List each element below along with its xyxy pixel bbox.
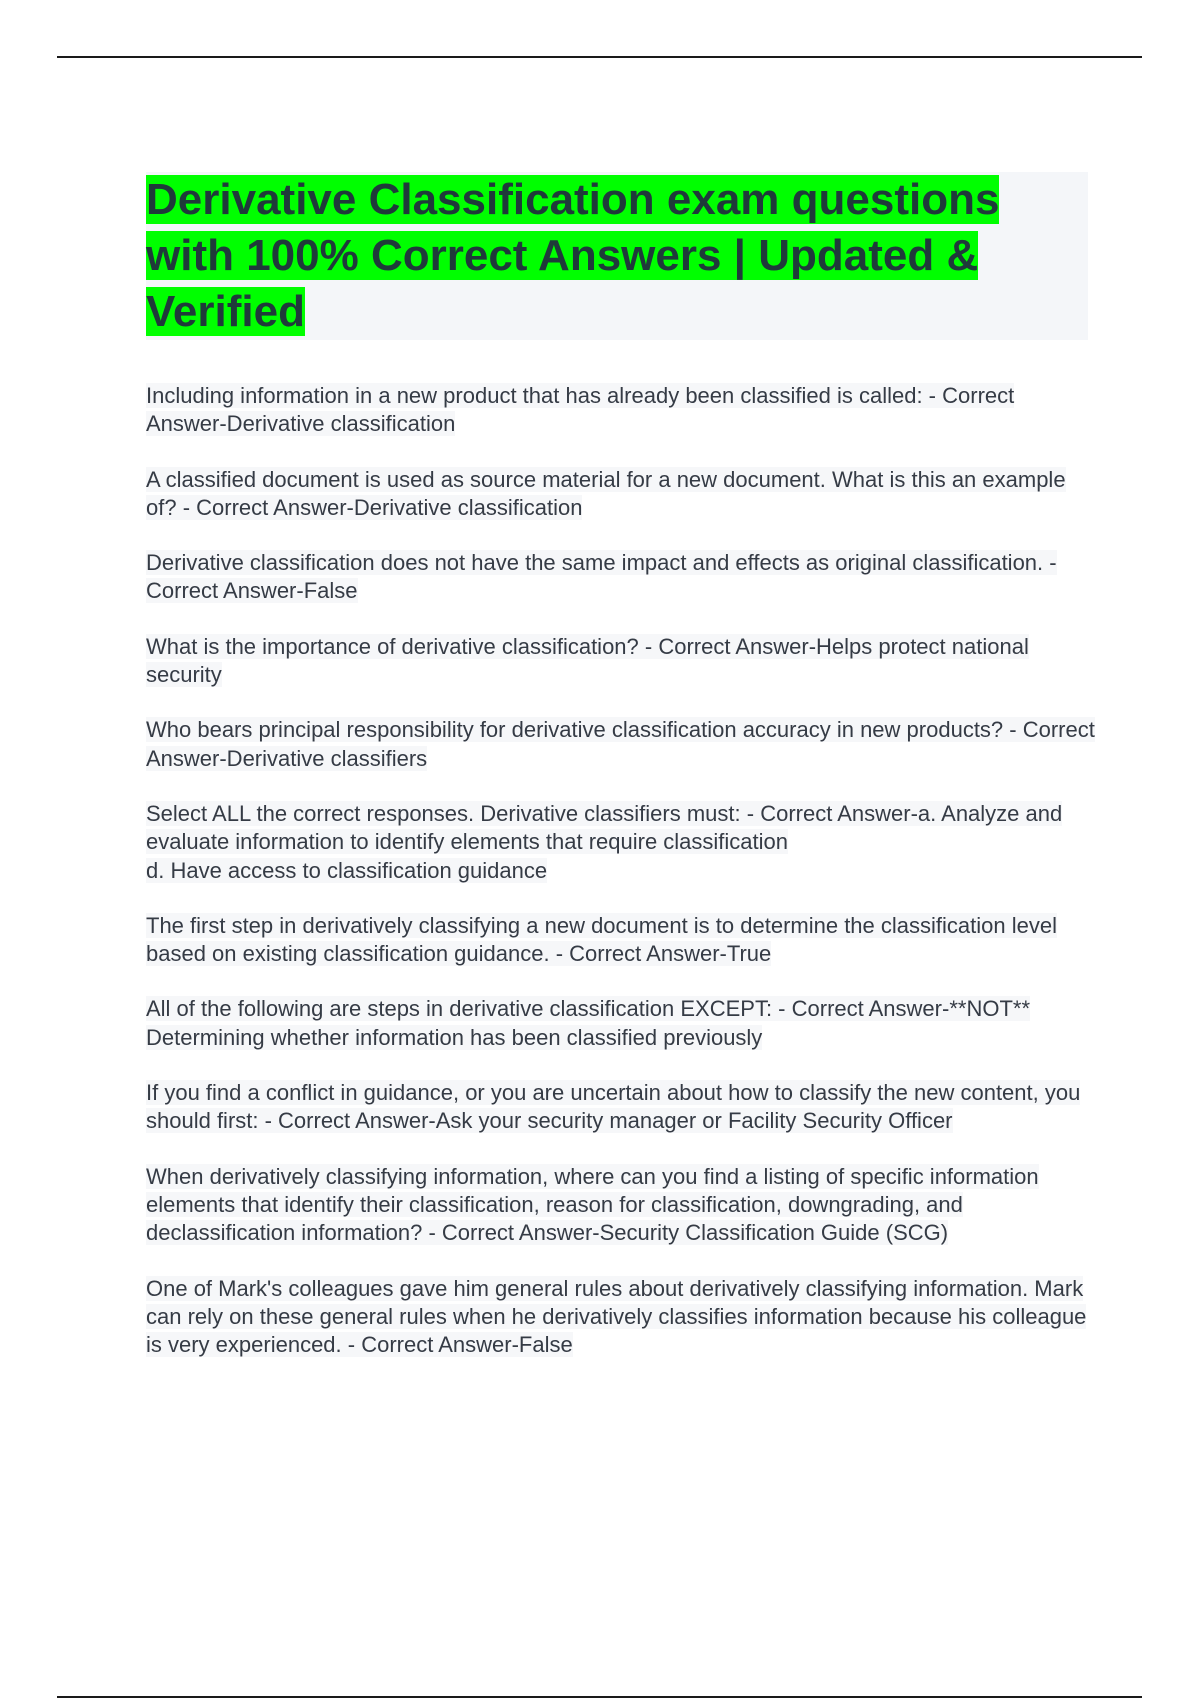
- qa-item: [146, 549, 1096, 606]
- qa-item: [146, 716, 1096, 773]
- qa-item: [146, 382, 1096, 439]
- qa-item: [146, 633, 1096, 690]
- qa-item: [146, 995, 1096, 1052]
- qa-text: All of the following are steps in derivative classification EXCEPT: - Correct Answer-**NOT** Determining whether information has been classified previously: [146, 996, 1031, 1050]
- title-highlight: Derivative Classification exam questions with 100% Correct Answers | Updated & Verified: [146, 175, 1000, 336]
- document-title: [146, 172, 1088, 340]
- qa-text: The first step in derivatively classifying a new document is to determine the classification level based on existing classification guidance. - Correct Answer-True: [146, 912, 1057, 967]
- qa-text: One of Mark's colleagues gave him general rules about derivatively classifying information. Mark can rely on these general rules when he derivatively classifies information because his colleague is very experienced. - Correct Answer-False: [146, 1275, 1087, 1358]
- qa-text: Including information in a new product that has already been classified is called: - Correct Answer-Derivative classification: [146, 383, 1015, 437]
- qa-item: [146, 466, 1096, 523]
- top-rule: [57, 56, 1142, 58]
- bottom-rule: [57, 1696, 1142, 1698]
- qa-item: [146, 1163, 1096, 1248]
- qa-item: [146, 800, 1096, 885]
- qa-text: What is the importance of derivative classification? - Correct Answer-Helps protect national security: [146, 633, 1029, 688]
- qa-item: [146, 1275, 1096, 1360]
- title-block: [146, 172, 1088, 340]
- qa-text: Select ALL the correct responses. Derivative classifiers must: - Correct Answer-a. Analyze and evaluate information to identify elements that require classification d. Have access to classification guidance: [146, 800, 1063, 883]
- qa-item: [146, 1079, 1096, 1136]
- qa-text: Who bears principal responsibility for derivative classification accuracy in new products? - Correct Answer-Derivative classifiers: [146, 717, 1095, 771]
- qa-text: When derivatively classifying information, where can you find a listing of specific information elements that identify their classification, reason for classification, downgrading, and declassification information? - Correct Answer-Security Classification Guide (SCG): [146, 1163, 1039, 1246]
- qa-item: [146, 912, 1096, 969]
- qa-list: [146, 382, 1096, 1386]
- qa-text: Derivative classification does not have the same impact and effects as original classification. - Correct Answer-False: [146, 550, 1057, 604]
- qa-text: If you find a conflict in guidance, or you are uncertain about how to classify the new content, you should first: - Correct Answer-Ask your security manager or Facility Security Officer: [146, 1080, 1081, 1134]
- qa-text: A classified document is used as source material for a new document. What is this an example of? - Correct Answer-Derivative classification: [146, 466, 1066, 520]
